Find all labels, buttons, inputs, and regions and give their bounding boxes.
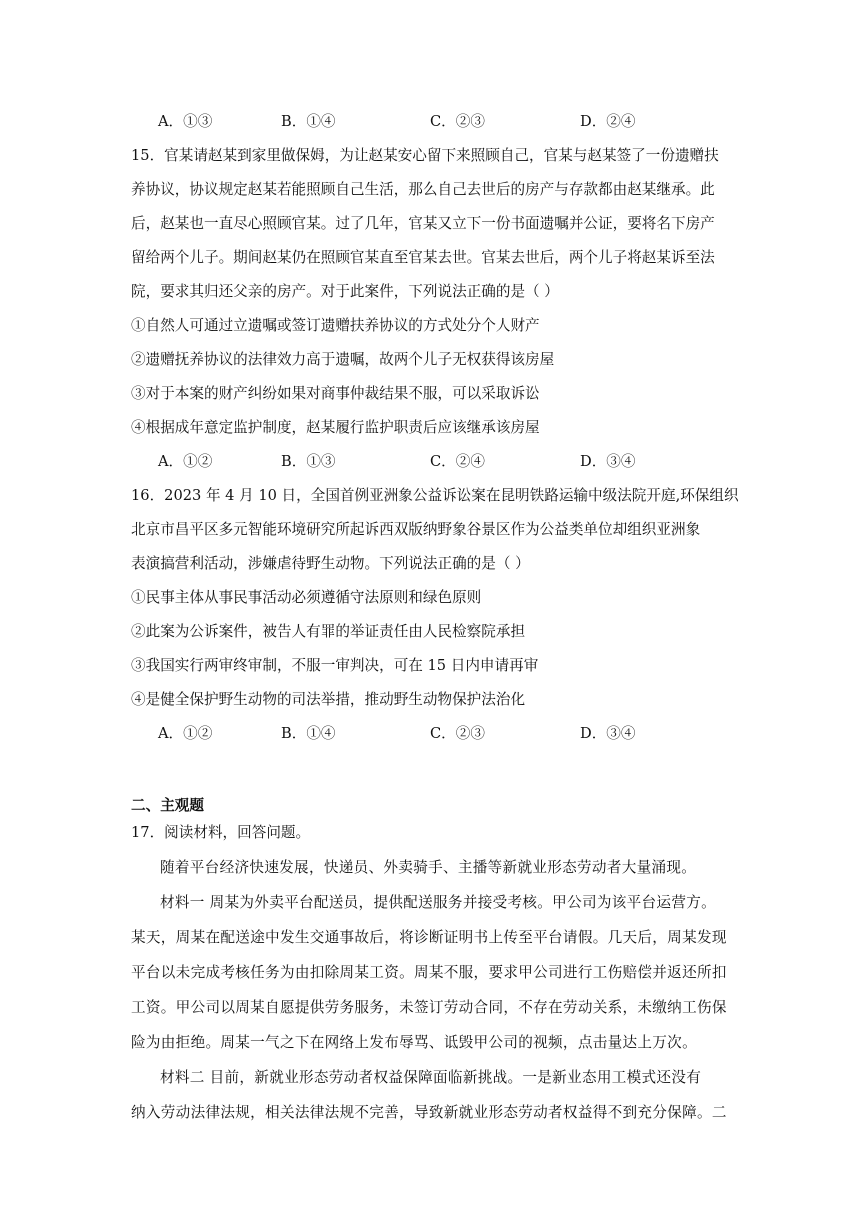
q15-options	[158, 452, 718, 472]
q16-option-b: B．①④	[281, 725, 336, 742]
q17-intro: 随着平台经济快速发展，快递员、外卖骑手、主播等新就业形态劳动者大量涌现。	[160, 859, 697, 876]
q15-option-b: B．①③	[281, 453, 336, 470]
section-heading: 二、主观题	[131, 797, 204, 814]
q16-line: 16．2023 年 4 月 10 日，全国首例亚洲象公益诉讼案在昆明铁路运输中级法院开庭,环保组织	[131, 487, 739, 504]
q15-line: 留给两个儿子。期间赵某仍在照顾官某直至官某去世。官某去世后，两个儿子将赵某诉至法	[131, 249, 715, 266]
q16-option-c: C．②③	[430, 725, 485, 742]
material-one-line: 工资。甲公司以周某自愿提供劳务服务，未签订劳动合同，不存在劳动关系，未缴纳工伤保	[131, 999, 727, 1016]
q16-line: 北京市昌平区多元智能环境研究所起诉西双版纳野象谷景区作为公益类单位却组织亚洲象	[131, 521, 701, 538]
q16-option-a: A．①②	[158, 725, 213, 742]
q15-line: 后，赵某也一直尽心照顾官某。过了几年，官某又立下一份书面遗嘱并公证，要将名下房产	[131, 215, 715, 232]
material-two-line: 纳入劳动法律法规，相关法律法规不完善，导致新就业形态劳动者权益得不到充分保障。二	[131, 1104, 727, 1121]
q15-statement: ③对于本案的财产纠纷如果对商事仲裁结果不服，可以采取诉讼	[131, 385, 540, 402]
material-one-line: 险为由拒绝。周某一气之下在网络上发布辱骂、诋毁甲公司的视频，点击量达上万次。	[131, 1034, 697, 1051]
material-one-line: 某天，周某在配送途中发生交通事故后，将诊断证明书上传至平台请假。几天后，周某发现	[131, 929, 727, 946]
q14-option-d: D．②④	[580, 113, 636, 130]
q15-option-c: C．②④	[430, 453, 485, 470]
material-one-line: 材料一 周某为外卖平台配送员，提供配送服务并接受考核。甲公司为该平台运营方。	[160, 894, 717, 911]
q15-line: 养协议，协议规定赵某若能照顾自己生活，那么自己去世后的房产与存款都由赵某继承。此	[131, 181, 715, 198]
q15-line: 院，要求其归还父亲的房产。对于此案件，下列说法正确的是（ ）	[131, 283, 559, 300]
q15-statement: ④根据成年意定监护制度，赵某履行监护职责后应该继承该房屋	[131, 419, 540, 436]
q16-statement: ①民事主体从事民事活动必须遵循守法原则和绿色原则	[131, 589, 482, 606]
q14-option-c: C．②③	[430, 113, 485, 130]
q14-option-a: A．①③	[158, 113, 213, 130]
q15-option-d: D．③④	[580, 453, 636, 470]
q14-option-b: B．①④	[281, 113, 336, 130]
q15-statement: ①自然人可通过立遗嘱或签订遗赠扶养协议的方式处分个人财产	[131, 317, 540, 334]
q16-options	[158, 724, 718, 744]
material-two-line: 材料二 目前，新就业形态劳动者权益保障面临新挑战。一是新业态用工模式还没有	[160, 1069, 702, 1086]
material-one-line: 平台以未完成考核任务为由扣除周某工资。周某不服，要求甲公司进行工伤赔偿并返还所扣	[131, 964, 727, 981]
q16-line: 表演搞营利活动，涉嫌虐待野生动物。下列说法正确的是（ ）	[131, 555, 530, 572]
q16-statement: ③我国实行两审终审制，不服一审判决，可在 15 日内申请再审	[131, 657, 539, 674]
q15-statement: ②遗赠抚养协议的法律效力高于遗嘱，故两个儿子无权获得该房屋	[131, 351, 555, 368]
q14-options	[158, 112, 718, 132]
q16-option-d: D．③④	[580, 725, 636, 742]
q15-line: 15．官某请赵某到家里做保姆，为让赵某安心留下来照顾自己，官某与赵某签了一份遗赠扶	[131, 147, 719, 164]
q16-statement: ④是健全保护野生动物的司法举措，推动野生动物保护法治化	[131, 691, 526, 708]
q15-option-a: A．①②	[158, 453, 213, 470]
q17-title: 17．阅读材料，回答问题。	[131, 824, 311, 841]
q16-statement: ②此案为公诉案件，被告人有罪的举证责任由人民检察院承担	[131, 623, 526, 640]
